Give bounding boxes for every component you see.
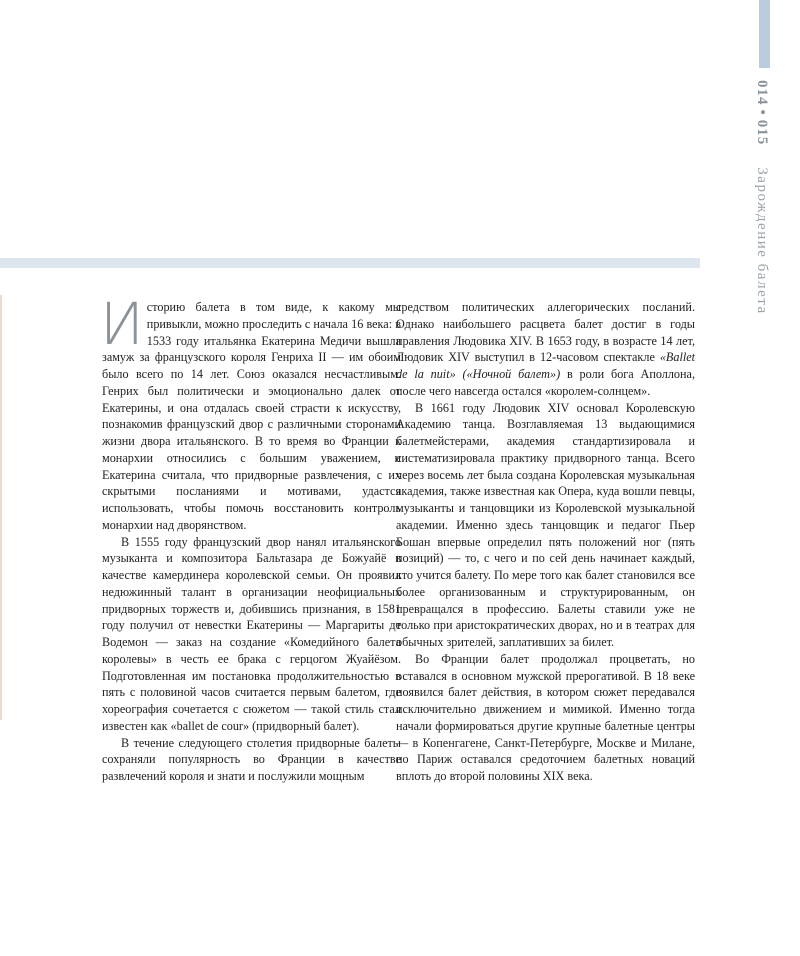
page-number-left: 014 [754,80,770,106]
left-margin-strip [0,295,2,720]
paragraph-4: В 1661 году Людовик XIV основал Королевскую Академию танца. Возглавляемая 13 выдающимися балетмейстерами, академия стандартизировала и систематизировала практику придворного танца. Всего через восемь лет была создана Королевская музыкальная академия, также известная как Опера, куда вошли певцы, музыканты и танцовщики из Королевской музыкальной академии. Именно здесь танцовщик и педагог Пьер Бошан впервые определил пять положений ног (пять позиций) — то, с чего и по сей день начинает каждый, кто учится балету. По мере того как балет становился все более организованным и структурированным, он превращался в профессию. Балеты ставили уже не только при аристократических дворах, но и в театрах для обычных зрителей, заплативших за билет. [396,400,695,649]
text-column-right [396,299,695,785]
paragraph-3-continued [396,299,695,400]
page-numbers [754,80,770,145]
text-column-left [100,290,401,785]
paragraph-2: В 1555 году французский двор нанял итальянского музыканта и композитора Бальтазара де Божуайё в качестве камердинера королевской семьи. Он проявил недюжинный талант в организации неофициальных придворных торжеств и, добившись признания, в 1581 году получил от невестки Екатерины — Маргариты де Водемон — заказ на создание «Комедийного балета королевы» в честь ее брака с герцогом Жуайёзом. Подготовленная им постановка продолжительностью в пять с половиной часов считается первым балетом, где хореография сочетается с сюжетом — такой стиль стал известен как «ballet de cour» (придворный балет). [102,534,401,733]
page-number-right: 015 [754,119,770,146]
header-band [0,258,700,268]
paragraph-1 [100,290,401,534]
paragraph-3-cont-text: средством политических аллегорических посланий. Однако наибольшего расцвета балет достиг в годы правления Людовика XIV. В 1653 году, в возрасте 14 лет, Людовик XIV выступил в 12-часовом спектакле [396,300,695,365]
folio-separator: • [754,109,770,116]
paragraph-1-text: сторию балета в том виде, к какому мы привыкли, можно проследить с начала 16 века: в 1533 году итальянка Екатерина Медичи вышла замуж за французского короля Генриха II — им обоим было всего по 14 лет. Союз оказался несчастливым. Генрих был политически и эмоционально далек от Екатерины, и она отдалась своей страсти к искусству, познакомив французский двор с различными сторонами жизни двора итальянского. В то время во Франции к монархии относились с большим уважением, и Екатерина считала, что придворные развлечения, с их скрытыми посланиями и мотивами, удастся использовать, чтобы помочь восстановить контроль монархии над дворянством. [102,300,401,532]
paragraph-3-cont-end: в роли бога Аполлона, после чего навсегда остался «королем-солнцем». [396,367,696,398]
drop-cap: И [100,290,144,358]
ballet-title-italic: «Ballet de la nuit» («Ночной балет») [396,350,696,381]
section-title: Зарождение балета [754,167,770,315]
page-edge-tab [759,0,770,68]
paragraph-3: В течение следующего столетия придворные балеты сохраняли популярность во Франции в качестве развлечений короля и знати и послужили мощным [102,735,401,783]
paragraph-5: Во Франции балет продолжал процветать, но оставался в основном мужской прерогативой. В 18 веке появился балет действия, в котором сюжет передавался исключительно движением и мимикой. Именно тогда начали формироваться другие крупные балетные центры — в Копенгагене, Санкт-Петербурге, Москве и Милане, но Париж оставался средоточием балетных новаций вплоть до второй половины XIX века. [396,651,695,783]
